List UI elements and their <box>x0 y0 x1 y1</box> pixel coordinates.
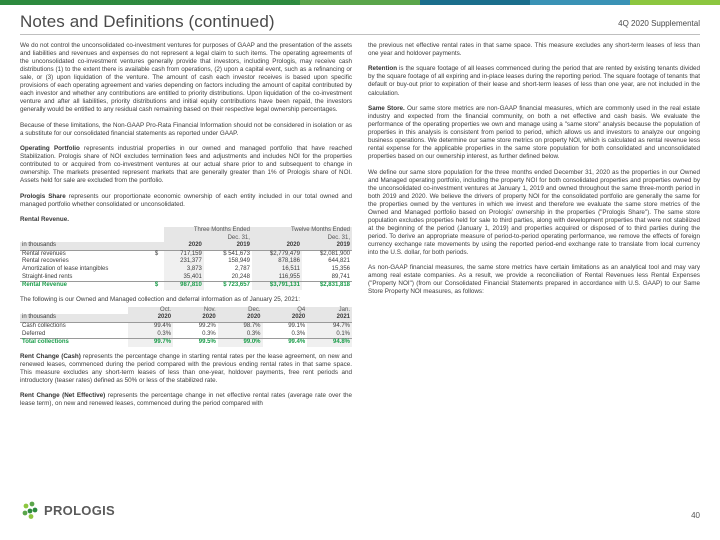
page-number: 40 <box>691 511 700 520</box>
term-same-store: Same Store. <box>368 104 405 112</box>
table-cell: 987,810 <box>164 282 204 290</box>
table-cell: 0.3% <box>291 330 306 337</box>
row-label: Straight-lined rents <box>22 273 73 280</box>
table-cell: 3,873 <box>164 266 204 274</box>
definition-operating-portfolio: represents industrial properties in our owned and managed portfolio that have reached Stabilization. Prologis share of NOI excludes termination fees and adjustments and includes NOI for the properties contributed to or acquired from co-investment ventures at our actual share prior to and subsequent to change in ownership. The markets presented represent markets that are generally greater than 1% of Prologis share of NOI. Assets held for sale are excluded from the portfolio. <box>20 145 352 185</box>
header-unit: in thousands <box>20 314 128 322</box>
table-cell: 99.1% <box>288 323 306 330</box>
logo-wordmark: PROLOGIS <box>44 502 116 518</box>
currency-symbol <box>153 266 164 274</box>
row-label: Rental Revenue <box>20 282 153 290</box>
term-retention: Retention <box>368 65 398 73</box>
paragraph-coinvestment: We do not control the unconsolidated co-investment ventures for purposes of GAAP and the presentation of the assets and liabilities and revenues and expenses do not represent a legal claim to such items. The operating agreements of the unconsolidated co-investment ventures generally provide that investors, including Prologis, may receive cash distributions (1) to the extent there is available cash from operations, (2) upon a capital event, such as a refinancing or sale, or (3) upon liquidation of the venture. The amount of cash each investor receives is based upon specific provisions of each operating agreement and varies depending on factors including the amount of capital contributed by each investor and whether any contributions are entitled to priority distributions. Upon liquidation of the co-investment venture and after all liabilities, priority distributions and initial equity contributions have been repaid, the investors generally would be entitled to any residual cash remaining based on their respective legal ownership percentages. <box>20 42 352 114</box>
table-cell: 644,821 <box>328 258 350 265</box>
header-year: 2020 <box>173 314 218 322</box>
header-year: 2020 <box>164 242 204 250</box>
table-cell: 99.7% <box>128 339 173 347</box>
header-year: 2019 <box>302 242 352 250</box>
table-cell: 116,955 <box>252 274 302 282</box>
page-title: Notes and Definitions (continued) <box>20 12 275 31</box>
paragraph-rent-change-continued: the previous net effective rental rates in that same space. This measure excludes any short-term leases of less than one year and holdover payments. <box>368 42 700 58</box>
prologis-logo-icon <box>20 500 40 520</box>
table-cell: 231,377 <box>164 258 204 266</box>
table-cell: 16,511 <box>252 266 302 274</box>
table-cell: 0.1% <box>307 331 352 339</box>
table-header-row <box>20 307 352 315</box>
row-label: Deferred <box>22 330 46 337</box>
table-header-row <box>20 227 352 235</box>
table-cell: 99.4% <box>263 339 308 347</box>
supplemental-label: 4Q 2020 Supplemental <box>618 19 700 28</box>
header-month: Oct. <box>128 307 173 315</box>
top-color-bar <box>0 0 720 5</box>
table-cell: 15,356 <box>331 266 350 273</box>
paragraph-same-store <box>368 105 700 161</box>
definition-same-store: Our same store metrics are non-GAAP financial measures, which are commonly used in the real estate industry and expected from the financial community, on both a net effective and cash basis. We evaluate the performance of the operating properties we own and manage using a "same store" analysis because the population of properties in this analysis is consistent from period to period, which allows us and investors to analyze our ongoing business operations. We determine our same store metrics on property NOI, which is calculated as rental revenue less rental expense for the applicable properties in the same store population for both consolidated and unconsolidated properties based on our ownership interest, as further defined below. <box>368 104 700 161</box>
rental-revenue-heading: Rental Revenue. <box>20 216 69 224</box>
header-date: Dec. 31, <box>164 235 252 243</box>
left-column <box>20 42 352 416</box>
row-label: Total collections <box>20 339 128 347</box>
table-cell: 20,248 <box>231 273 250 280</box>
paragraph-prologis-share <box>20 193 352 209</box>
table-cell: 94.8% <box>307 339 352 347</box>
table-cell: 99.2% <box>198 323 216 330</box>
bar-segment-3 <box>420 0 530 5</box>
header-month: Q4 <box>263 307 308 315</box>
header-year: 2020 <box>128 314 173 322</box>
prologis-logo <box>20 500 115 520</box>
table-header-row <box>20 314 352 322</box>
table-cell: 878,186 <box>252 258 302 266</box>
table-row <box>20 331 352 339</box>
header-year: 2020 <box>252 242 302 250</box>
table-cell: $3,791,131 <box>252 282 302 290</box>
header-year: 2020 <box>218 314 263 322</box>
paragraph-collections-intro: The following is our Owned and Managed collection and deferral information as of January 25, 2021: <box>20 295 301 303</box>
table-cell: 0.3% <box>128 331 173 339</box>
bar-segment-5 <box>630 0 720 5</box>
paragraph-limitations: Because of these limitations, the Non-GAAP Pro-Rata Financial Information should not be considered in isolation or as a substitute for our consolidated financial statements as reported under GAAP. <box>20 121 352 137</box>
table-cell: 99.4% <box>128 323 173 331</box>
table-cell: $2,081,900 <box>319 250 350 257</box>
row-label: Rental recoveries <box>22 258 69 265</box>
header-year: 2021 <box>307 314 352 322</box>
table-cell: 158,949 <box>228 258 250 265</box>
paragraph-same-store-population: We define our same store population for the three months ended December 31, 2020 as the properties in our Owned and Managed operating portfolio, including the property NOI for both consolidated properties and properties owned by the unconsolidated co-investment ventures at January 1, 2019 and owned throughout the same three-month period in both 2019 and 2020. We believe the drivers of property NOI for the consolidated portfolio are generally the same for the properties owned by the ventures in which we invest and therefore we evaluate the same store metrics of the Owned and Managed portfolio based on Prologis' ownership in the properties ("Prologis Share"). The same store population excludes properties held for sale to third parties, along with development properties that were not stabilized at the beginning of the period (January 1, 2019) and properties acquired or disposed of to third parties during the period. To derive an appropriate measure of period-to-period operating performance, we remove the effects of foreign currency exchange rate movements by using the reported period-end exchange rate to translate from local currency into the U.S. dollar, for both periods. <box>368 168 700 256</box>
table-cell: 89,741 <box>331 273 350 280</box>
row-label: Cash collections <box>22 323 66 330</box>
header-three-months: Three Months Ended <box>164 227 252 235</box>
table-cell: $2,779,479 <box>252 250 302 258</box>
table-cell: 94.7% <box>307 323 352 331</box>
row-label: Rental revenues <box>22 250 66 257</box>
table-cell: 717,159 <box>164 250 204 258</box>
table-total-row <box>20 282 352 290</box>
header-month: Dec. <box>218 307 263 315</box>
table-cell: 99.5% <box>173 339 218 347</box>
table-row <box>20 274 352 282</box>
table-header-row <box>20 242 352 250</box>
definition-prologis-share: represents our proportionate economic ownership of each entity included in our total owned and managed portfolio whether consolidated or unconsolidated. <box>20 192 352 208</box>
table-cell: $ 541,673 <box>223 250 250 257</box>
table-cell: 0.3% <box>218 331 263 339</box>
term-rent-change-net: Rent Change (Net Effective) <box>20 392 106 400</box>
table-cell: 2,787 <box>234 266 250 273</box>
term-rent-change-cash: Rent Change (Cash) <box>20 352 81 360</box>
currency-symbol <box>153 258 164 266</box>
paragraph-non-gaap: As non-GAAP financial measures, the same store metrics have certain limitations as an analytical tool and may vary among real estate companies. As a result, we provide a reconciliation of Rental Revenues less Rental Expenses ("Property NOI") (from our Consolidated Financial Statements prepared in accordance with U.S. GAAP) to our Same Store Property NOI measures, as follows: <box>368 264 700 296</box>
definition-retention: is the square footage of all leases commenced during the period that are rented by existing tenants divided by the square footage of all expiring and in-place leases during the reporting period. The square footage of tenants that default or buy-out prior to expiration of their lease and short-term leases of less than one year, are not included in the calculation. <box>368 65 700 97</box>
right-column <box>368 42 700 304</box>
table-cell: $ 723,657 <box>204 282 252 290</box>
header-year: 2020 <box>263 314 308 322</box>
table-row <box>20 258 352 266</box>
header-unit: in thousands <box>20 242 153 250</box>
title-divider <box>20 34 700 35</box>
definition-rent-change-net: represents the percentage change in net effective rental rates (average rate over the lease term), on new and renewed leases, commenced during the period compared with <box>20 392 352 408</box>
header-year: 2019 <box>204 242 252 250</box>
bar-segment-4 <box>530 0 630 5</box>
currency-symbol: $ <box>154 250 159 257</box>
row-label: Amortization of lease intangibles <box>22 266 109 273</box>
table-cell: 0.3% <box>202 330 216 337</box>
bar-segment-1 <box>0 0 300 5</box>
term-prologis-share: Prologis Share <box>20 192 66 200</box>
table-row <box>20 266 352 274</box>
bar-segment-2 <box>300 0 420 5</box>
currency-symbol: $ <box>153 282 164 290</box>
header-twelve-months: Twelve Months Ended <box>252 227 352 235</box>
table-row <box>20 250 352 258</box>
table-cell: 35,401 <box>164 274 204 282</box>
term-operating-portfolio: Operating Portfolio <box>20 145 80 153</box>
paragraph-retention <box>368 65 700 97</box>
table-row <box>20 323 352 331</box>
paragraph-rent-change-cash <box>20 353 352 385</box>
definition-rent-change-cash: represents the percentage change in starting rental rates per the lease agreement, on new and renewed leases, commenced during the period compared with the previous ending rental rates in that same space. This measure excludes any short-term leases of less than one-year, holdover payments, free rent periods and introductory (teaser rates) defined as 50% or less of the stabilized rate. <box>20 352 352 384</box>
collections-table <box>20 307 352 347</box>
table-header-row <box>20 235 352 243</box>
table-total-row <box>20 339 352 347</box>
header-month: Nov. <box>173 307 218 315</box>
rental-revenue-table <box>20 227 352 290</box>
header-date: Dec. 31, <box>252 235 352 243</box>
header-month: Jan. <box>307 307 352 315</box>
table-cell: 98.7% <box>218 323 263 331</box>
paragraph-operating-portfolio <box>20 145 352 185</box>
paragraph-rent-change-net <box>20 392 352 408</box>
table-cell: 99.0% <box>218 339 263 347</box>
table-cell: $2,831,818 <box>302 282 352 290</box>
currency-symbol <box>153 274 164 282</box>
